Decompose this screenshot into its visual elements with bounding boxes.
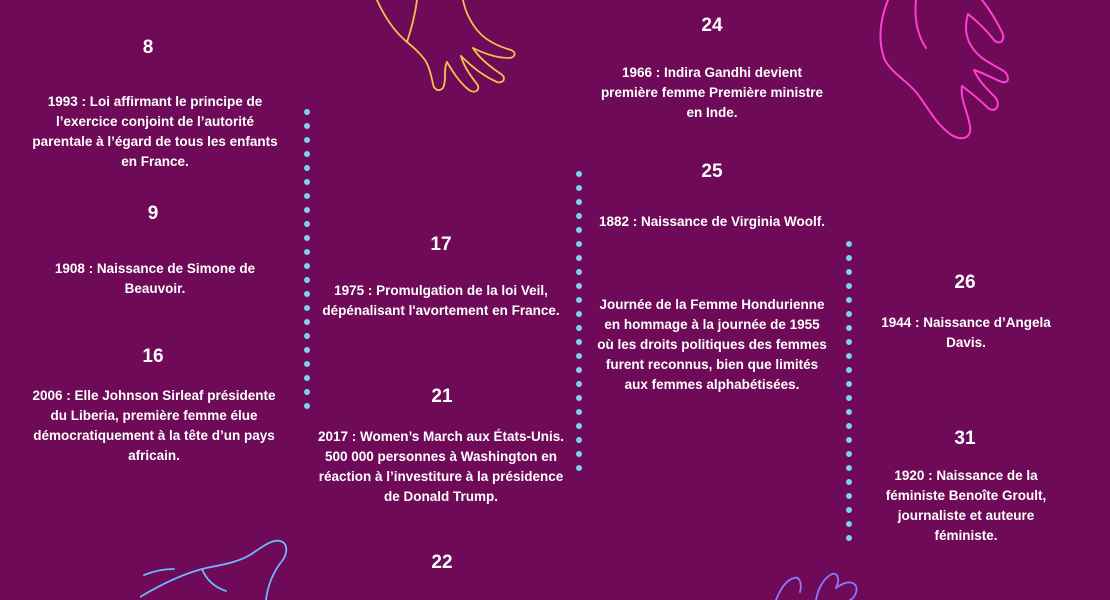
event-text: 1920 : Naissance de la féministe Benoîte Groult, journaliste et auteure féministe. [885,468,1047,543]
hand-outline-icon-bottom-left [140,535,300,600]
event-text: 1975 : Promulgation de la loi Veil, dépénalisant l'avortement en France. [322,283,560,318]
event-text: 1966 : Indira Gandhi devient première femme Première ministre en Inde. [600,65,824,120]
day-number: 24 [701,15,723,36]
event-text: 1944 : Naissance d’Angela Davis. [881,315,1051,350]
event-text: 2017 : Women’s March aux États-Unis. 500 000 personnes à Washington en réaction à l’investiture à la présidence de Donald Trump. [317,429,565,504]
day-number: 21 [431,386,453,407]
timeline-dots-2 [575,170,583,474]
day-number: 16 [142,346,164,367]
event-text: 1882 : Naissance de Virginia Woolf. [598,214,826,229]
day-number: 31 [954,428,976,449]
event-text: Journée de la Femme Hondurienne en hommage à la journée de 1955 où les droits politiques des femmes furent reconnus, bien que limités aux femmes alphabétisées. [597,297,827,392]
timeline-dots-3 [845,240,853,546]
hand-outline-icon-bottom-right [770,568,880,600]
timeline-dots-1 [303,108,311,414]
day-number: 26 [954,272,976,293]
event-text: 1908 : Naissance de Simone de Beauvoir. [54,261,256,296]
day-number: 17 [430,234,452,255]
day-number: 22 [431,552,453,573]
event-text: 2006 : Elle Johnson Sirleaf présidente du Liberia, première femme élue démocratiquement à la tête d’un pays africain. [32,388,276,463]
hand-outline-icon-top-center [365,0,545,95]
day-number: 8 [142,37,154,58]
day-number: 25 [701,161,723,182]
event-text: 1993 : Loi affirmant le principe de l’exercice conjoint de l’autorité parentale à l’égard de tous les enfants en France. [32,94,278,169]
day-number: 9 [147,203,159,224]
hand-outline-icon-top-right [870,0,1020,160]
